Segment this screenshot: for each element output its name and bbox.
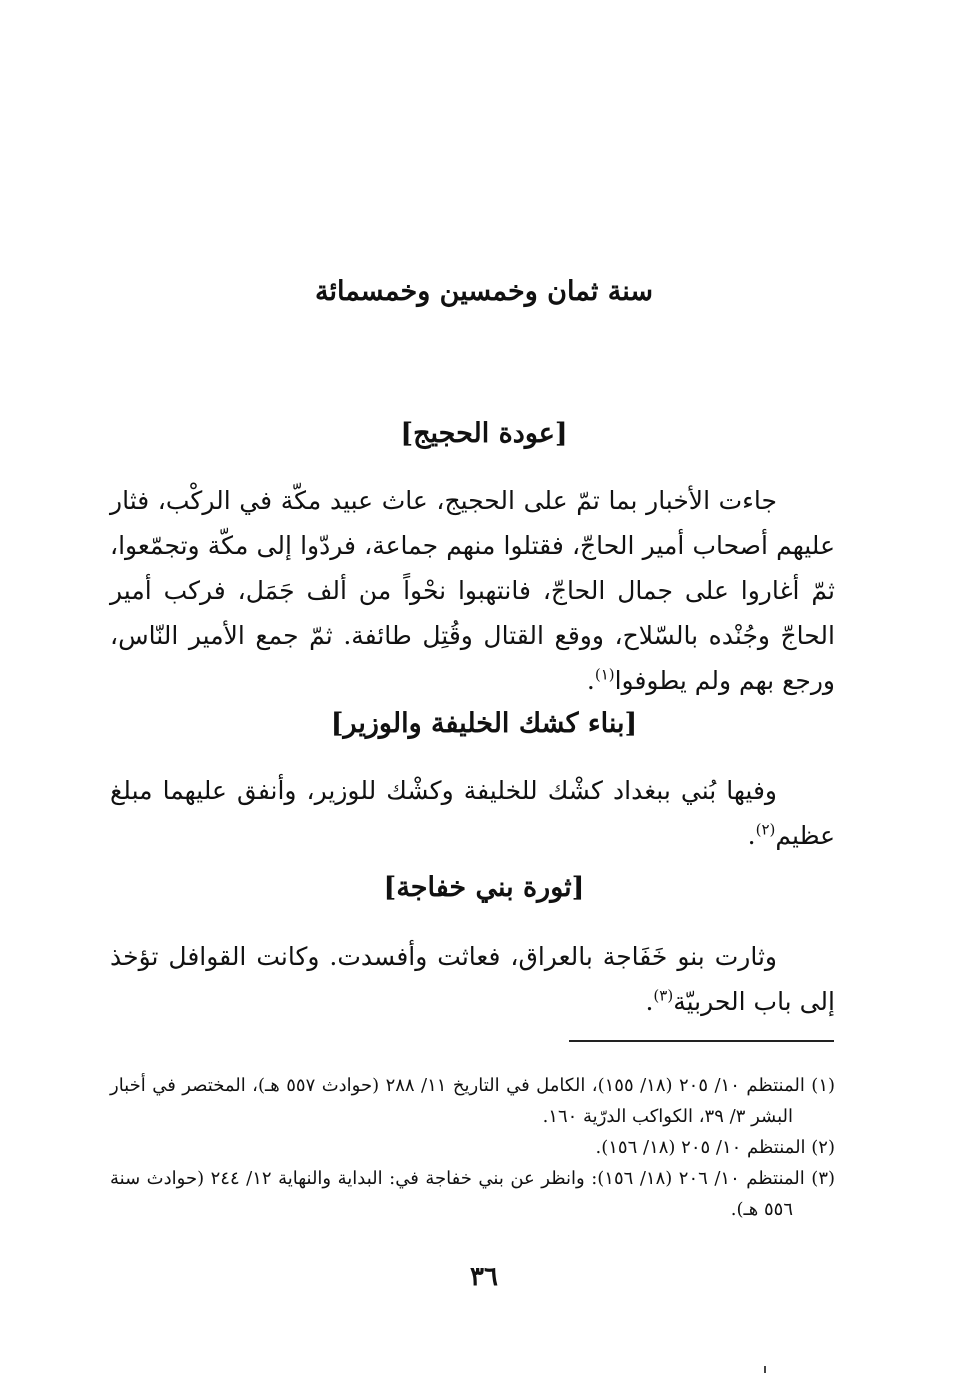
paragraph-period: . bbox=[645, 987, 654, 1016]
footnote-ref-3: (٣) bbox=[653, 986, 674, 1005]
footnote-1: (١) المنتظم ١٠/ ٢٠٥ (١٨/ ١٥٥)، الكامل في التاريخ ١١/ ٢٨٨ (حوادث ٥٥٧ هـ)، المختصر في أخبار البشر ٣/ ٣٩، الكواكب الدرّية ١٦٠. bbox=[110, 1075, 836, 1127]
section-heading-kiosk-construction: [بناء كشك الخليفة والوزير] bbox=[330, 708, 638, 739]
paragraph-period: . bbox=[747, 821, 756, 850]
footnote-ref-1: (١) bbox=[594, 665, 615, 684]
paragraph-period: . bbox=[586, 666, 595, 695]
section-heading-khafaja-revolt: [ثورة بني خفاجة] bbox=[383, 872, 585, 903]
footnotes bbox=[110, 1070, 835, 1225]
footnote-ref-2: (٢) bbox=[755, 820, 776, 839]
paragraph-khafaja-revolt bbox=[110, 934, 835, 1024]
footnote-3: (٣) المنتظم ١٠/ ٢٠٦ (١٨/ ١٥٦): وانظر عن بني خفاجة في: البداية والنهاية ١٢/ ٢٤٤ (حوادث سنة ٥٥٦ هـ). bbox=[110, 1168, 836, 1220]
paragraph-kiosk-construction bbox=[110, 768, 835, 858]
paragraph-text: جاءت الأخبار بما تمّ على الحجيج، عاث عبيد مكّة في الركْب، فثار عليهم أصحاب أمير الحاجّ، فقتلوا منهم جماعة، فردّوا إلى مكّة وتجمّعوا، ثمّ أغاروا على جمال الحاجّ، فانتهبوا نحْواً من ألف جَمَل، فركب أمير الحاجّ وجُنْده بالسّلاح، ووقع القتال وقُتِل طائفة. ثمّ جمع الأمير النّاس، ورجع بهم ولم يطوفوا bbox=[110, 486, 835, 695]
footnote-separator bbox=[569, 1040, 834, 1042]
paragraph-return-of-pilgrims bbox=[110, 478, 835, 703]
scan-speck bbox=[764, 1366, 766, 1373]
page-number: ٣٦ bbox=[470, 1262, 498, 1292]
paragraph-text: وثارت بنو خَفَاجة بالعراق، فعاثت وأفسدت. وكانت القوافل تؤخذ إلى باب الحربيّة bbox=[110, 942, 835, 1016]
footnote-2: (٢) المنتظم ١٠/ ٢٠٥ (١٨/ ١٥٦). bbox=[595, 1137, 835, 1158]
paragraph-text: وفيها بُني ببغداد كشْك للخليفة وكشْك للوزير، وأنفق عليهما مبلغ عظيم bbox=[110, 776, 835, 850]
section-heading-return-of-pilgrims: [عودة الحجيج] bbox=[400, 418, 568, 449]
chapter-title: سنة ثمان وخمسين وخمسمائة bbox=[314, 276, 653, 307]
